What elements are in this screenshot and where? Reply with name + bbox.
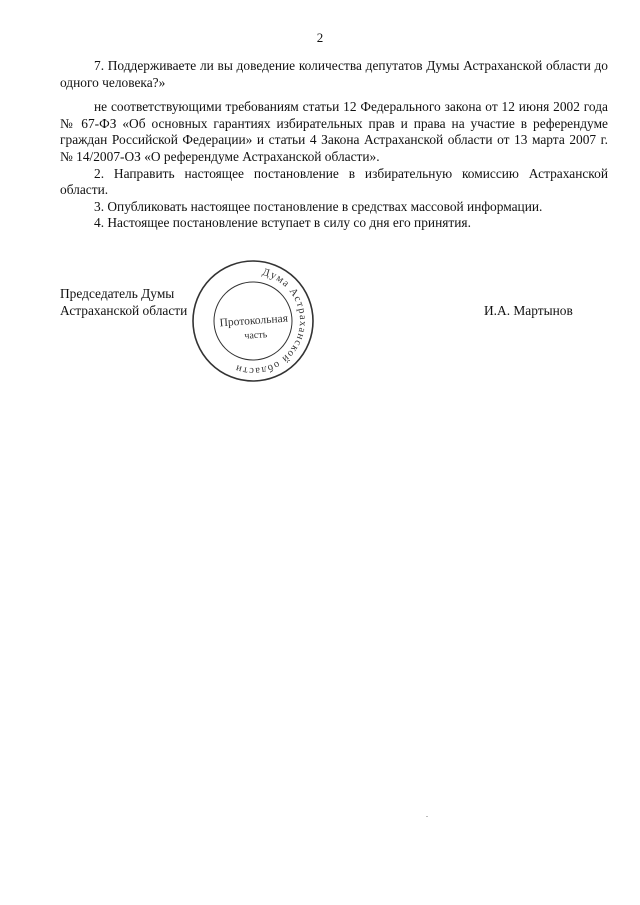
stamp-center-line2: часть bbox=[244, 329, 268, 342]
stamp-ring-text: Дума Астраханской области bbox=[233, 266, 309, 377]
paragraph-question-7: 7. Поддерживаете ли вы доведение количества депутатов Думы Астраханской области до одного человека?» bbox=[60, 58, 608, 90]
page-number: 2 bbox=[316, 30, 324, 45]
paragraph-noncompliance: не соответствующими требованиям статьи 12 Федерального закона от 12 июня 2002 года № 67-ФЗ «Об основных гарантиях избирательных прав и права на участие в референдуме граждан Российской Федерации» и статьи 4 Закона Астраханской области от 13 марта 2007 г. № 14/2007-ОЗ «О референдуме Астраханской области». bbox=[60, 99, 608, 164]
stamp-center-line1: Протокольная bbox=[219, 312, 289, 330]
official-stamp bbox=[190, 258, 316, 384]
signatory-title-line1: Председатель Думы bbox=[60, 286, 175, 301]
signatory-name: И.А. Мартынов bbox=[484, 303, 573, 318]
stamp-graphic bbox=[190, 258, 316, 384]
paragraph-item-2: 2. Направить настоящее постановление в избирательную комиссию Астраханской области. bbox=[60, 165, 608, 198]
signatory-title bbox=[60, 286, 187, 319]
scan-speck bbox=[426, 816, 428, 817]
signatory-title-line2: Астраханской области bbox=[60, 302, 188, 318]
paragraph-item-3: 3. Опубликовать настоящее постановление в средствах массовой информации. bbox=[94, 198, 543, 214]
paragraph-item-4: 4. Настоящее постановление вступает в силу со дня его принятия. bbox=[94, 215, 471, 231]
document-body bbox=[60, 58, 608, 232]
